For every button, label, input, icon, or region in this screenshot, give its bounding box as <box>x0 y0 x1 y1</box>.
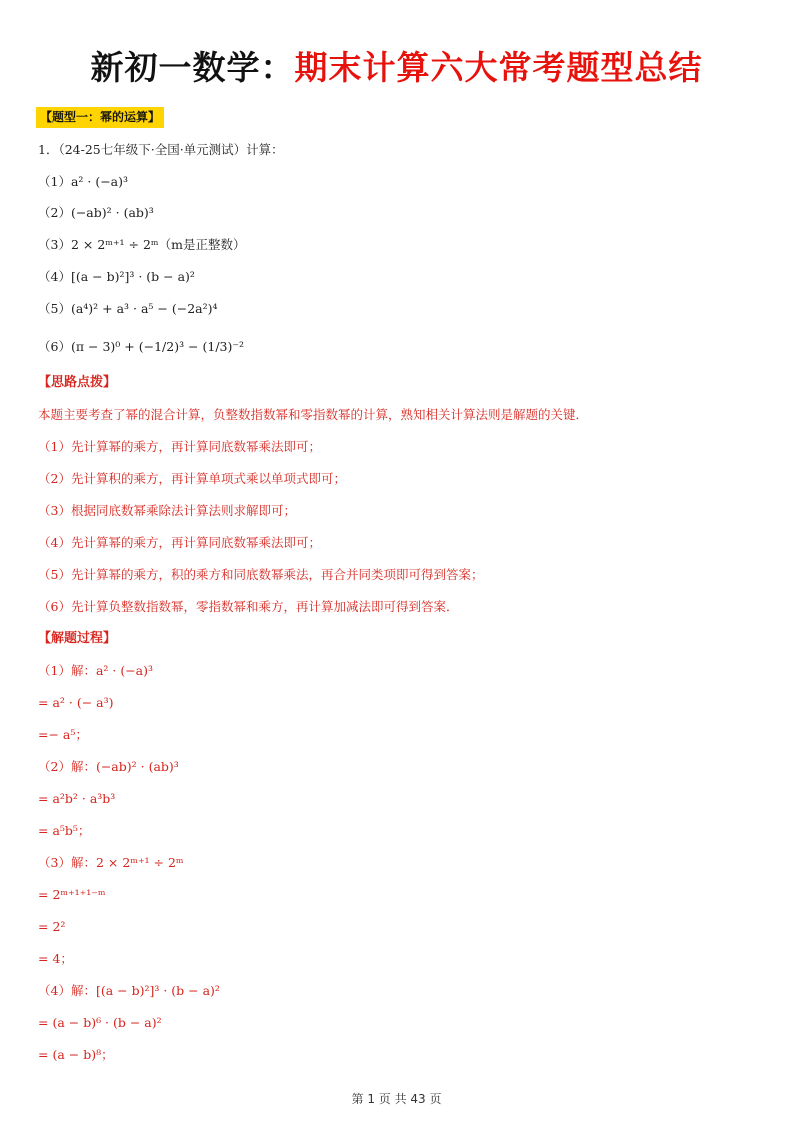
question-intro: 1．（24-25七年级下·全国·单元测试）计算： <box>38 142 284 157</box>
title-red-part: 期末计算六大常考题型总结 <box>294 48 703 87</box>
question-item-6: （6）(π − 3)⁰ + (−1/2)³ − (1/3)⁻² <box>38 339 244 354</box>
solution-line-4: = a²b² · a³b³ <box>38 791 116 806</box>
title-black-part: 新初一数学： <box>90 48 295 87</box>
hint-line-4: （4）先计算幂的乘方，再计算同底数幂乘法即可； <box>38 535 321 550</box>
solution-line-8: = 2² <box>38 919 66 934</box>
hint-line-5: （5）先计算幂的乘方，积的乘方和同底数幂乘法，再合并同类项即可得到答案； <box>38 567 484 582</box>
hint-line-1: （1）先计算幂的乘方，再计算同底数幂乘法即可； <box>38 439 321 454</box>
question-item-3: （3）2 × 2ᵐ⁺¹ ÷ 2ᵐ（m是正整数） <box>38 237 246 252</box>
solution-line-1: = a² · (− a³) <box>38 695 114 710</box>
solution-line-5: = a⁵b⁵； <box>38 823 91 838</box>
solution-line-10: （4）解：[(a − b)²]³ · (b − a)² <box>38 983 220 998</box>
solution-line-6: （3）解：2 × 2ᵐ⁺¹ ÷ 2ᵐ <box>38 855 184 870</box>
solution-line-2: =− a⁵； <box>38 727 88 742</box>
question-item-2: （2）(−ab)² · (ab)³ <box>38 205 154 220</box>
question-item-5: （5）(a⁴)² + a³ · a⁵ − (−2a²)⁴ <box>38 301 218 316</box>
solution-line-3: （2）解：(−ab)² · (ab)³ <box>38 759 179 774</box>
question-item-4: （4）[(a − b)²]³ · (b − a)² <box>38 269 195 284</box>
hint-line-0: 本题主要考查了幂的混合计算，负整数指数幂和零指数幂的计算，熟知相关计算法则是解题的关键． <box>38 407 589 422</box>
solution-line-11: = (a − b)⁶ · (b − a)² <box>38 1015 162 1030</box>
page-footer: 第 1 页 共 43 页 <box>351 1092 442 1106</box>
page-title <box>0 42 793 89</box>
section-tag: 【题型一：幂的运算】 <box>36 107 164 128</box>
hints-heading: 【思路点拨】 <box>38 375 117 390</box>
hint-line-6: （6）先计算负整数指数幂，零指数幂和乘方，再计算加减法即可得到答案． <box>38 599 459 614</box>
question-item-1: （1）a² · (−a)³ <box>38 174 129 189</box>
hint-line-2: （2）先计算积的乘方，再计算单项式乘以单项式即可； <box>38 471 346 486</box>
solution-heading: 【解题过程】 <box>38 631 117 646</box>
solution-line-7: = 2ᵐ⁺¹⁺¹⁻ᵐ <box>38 887 106 902</box>
solution-line-0: （1）解：a² · (−a)³ <box>38 663 154 678</box>
solution-line-12: = (a − b)⁸； <box>38 1047 114 1062</box>
solution-line-9: = 4； <box>38 951 73 966</box>
hint-line-3: （3）根据同底数幂乘除法计算法则求解即可； <box>38 503 296 518</box>
